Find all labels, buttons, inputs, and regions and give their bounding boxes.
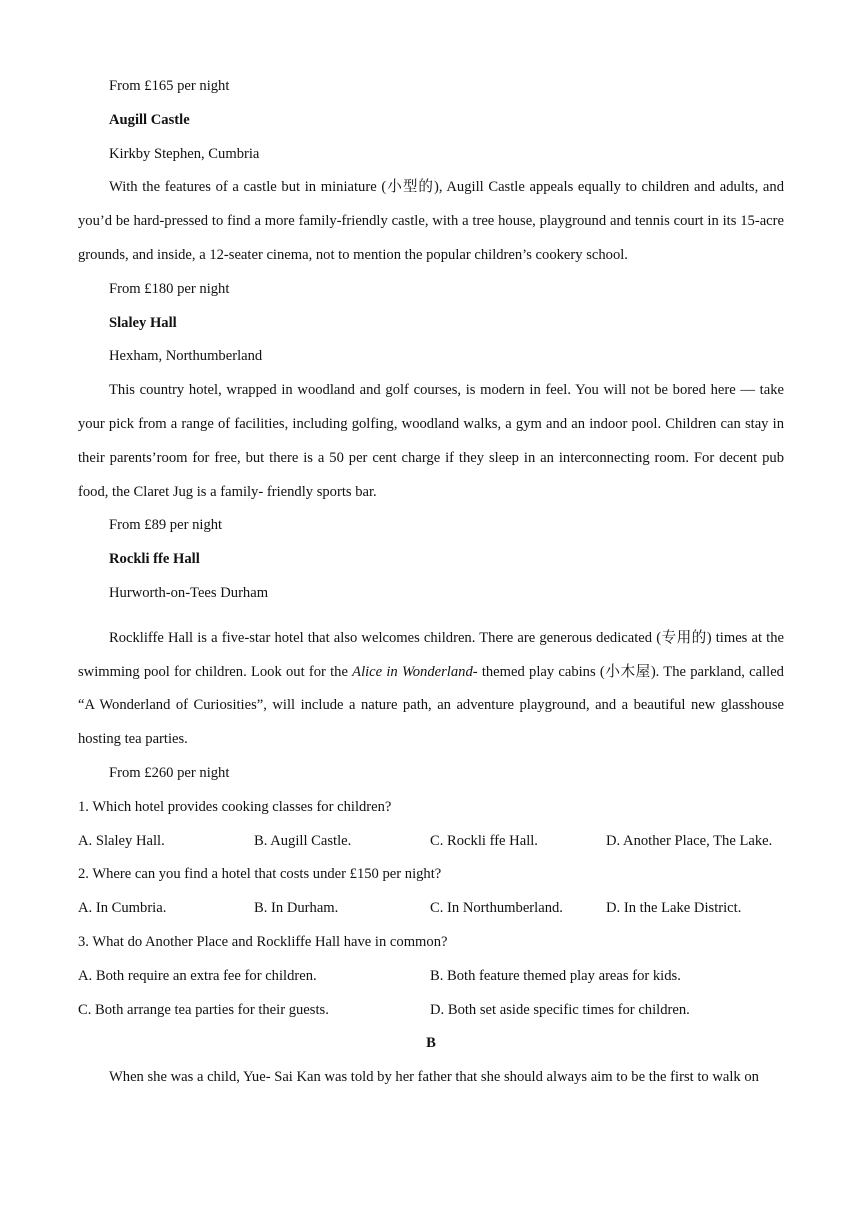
option-a: A. Both require an extra fee for children.	[78, 967, 317, 984]
question-3-options-row-2	[78, 994, 784, 1028]
hotel-name-rockliffe: Rockli ffe Hall	[109, 551, 200, 568]
question-3-stem: 3. What do Another Place and Rockliffe Hall have in common?	[78, 933, 448, 950]
passage-a	[78, 70, 784, 1095]
description-text: - themed play cabins (小木屋). The parkland, called “A Wonderland of Curiosities”, will include a nature path, an adventure playground, and a beautiful new glasshouse hosting tea parties.	[78, 663, 784, 748]
description-text: Rockliffe Hall is a five-star hotel that also welcomes children. There are generous dedicated (专用的) times at the swimming pool for children. Look out for the	[78, 629, 784, 680]
option-c: C. Both arrange tea parties for their guests.	[78, 1001, 329, 1018]
option-d: D. In the Lake District.	[606, 900, 742, 917]
hotel-description-slaley: This country hotel, wrapped in woodland and golf courses, is modern in feel. You will not be bored here — take your pick from a range of facilities, including golfing, woodland walks, a gym and an indoor pool. Children can stay in their parents’room for free, but there is a 50 per cent charge if they sleep in an interconnecting room. For decent pub food, the Claret Jug is a family- friendly sports bar.	[78, 382, 784, 500]
option-c: C. Rockli ffe Hall.	[430, 832, 538, 849]
option-d: D. Another Place, The Lake.	[606, 832, 773, 849]
option-b: B. Both feature themed play areas for kids.	[430, 967, 681, 984]
option-c: C. In Northumberland.	[430, 900, 563, 917]
option-a: A. Slaley Hall.	[78, 832, 165, 849]
hotel-location-rockliffe: Hurworth-on-Tees Durham	[109, 584, 269, 601]
hotel-location-augill: Kirkby Stephen, Cumbria	[109, 145, 260, 162]
option-b: B. Augill Castle.	[254, 832, 352, 849]
section-b-heading: B	[426, 1035, 436, 1052]
question-3-options-row-1	[78, 960, 784, 994]
hotel-description-rockliffe	[78, 622, 784, 757]
hotel-price-slaley: From £89 per night	[109, 517, 223, 534]
hotel-location-slaley: Hexham, Northumberland	[109, 348, 263, 365]
hotel-price-augill: From £180 per night	[109, 280, 230, 297]
hotel-name-slaley: Slaley Hall	[109, 314, 177, 331]
section-b-opening: When she was a child, Yue- Sai Kan was told by her father that she should always aim to be the first to walk on	[109, 1069, 759, 1086]
question-2-stem: 2. Where can you find a hotel that costs under £150 per night?	[78, 866, 442, 883]
price-line: From £165 per night	[109, 78, 230, 94]
hotel-description-augill: With the features of a castle but in miniature (小型的), Augill Castle appeals equally to children and adults, and you’d be hard-pressed to find a more family-friendly castle, with a tree house, playground and tennis court in its 15-acre grounds, and inside, a 12-seater cinema, not to mention the popular children’s cookery school.	[78, 179, 784, 263]
question-1-stem: 1. Which hotel provides cooking classes for children?	[78, 798, 392, 815]
question-2-options	[78, 892, 784, 926]
option-a: A. In Cumbria.	[78, 900, 167, 917]
hotel-name-augill: Augill Castle	[109, 111, 190, 128]
question-1-options	[78, 825, 784, 859]
description-italic-title: Alice in Wonderland	[352, 663, 473, 680]
option-d: D. Both set aside specific times for children.	[430, 1001, 690, 1018]
option-b: B. In Durham.	[254, 900, 339, 917]
hotel-price-rockliffe: From £260 per night	[109, 764, 230, 781]
